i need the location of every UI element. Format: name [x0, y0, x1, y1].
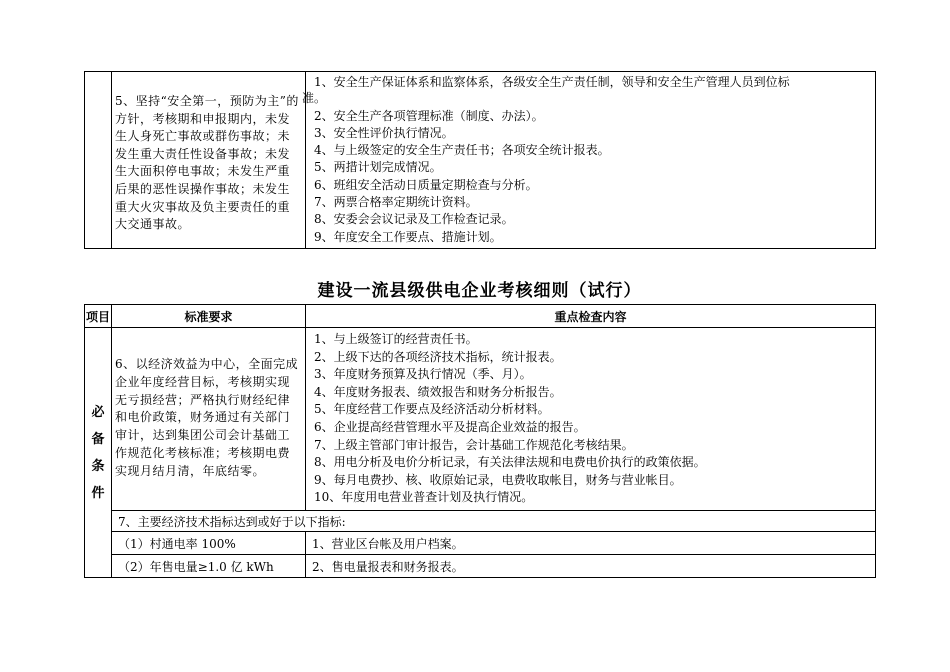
category-char: 必 [91, 404, 105, 420]
header-item: 项目 [85, 305, 112, 328]
safety-table [84, 71, 876, 249]
indicator-left: （1）村通电率 100% [112, 532, 306, 555]
page-title: 建设一流县级供电企业考核细则（试行） [317, 281, 642, 301]
header-standard: 标准要求 [112, 305, 306, 328]
check-item: 4、年度财务报表、绩效报告和财务分析报告。 [314, 384, 562, 399]
check-item: 准。 [302, 91, 327, 106]
check-item: 1、安全生产保证体系和监察体系，各级安全生产责任制，领导和安全生产管理人员到位标 [314, 75, 790, 89]
check-item: 9、年度安全工作要点、措施计划。 [314, 229, 502, 244]
economic-check-items [306, 328, 876, 511]
check-item: 3、年度财务预算及执行情况（季、月）。 [314, 367, 532, 382]
check-item: 2、安全生产各项管理标准（制度、办法）。 [314, 108, 544, 123]
check-item: 1、与上级签订的经营责任书。 [314, 332, 478, 346]
indicator-left: （2）年售电量≥1.0 亿 kWh [112, 555, 306, 578]
check-item: 10、年度用电营业普查计划及执行情况。 [314, 490, 534, 505]
check-item: 4、与上级签定的安全生产责任书；各项安全统计报表。 [314, 143, 610, 158]
category-char: 备 [91, 431, 105, 447]
category-cell-empty [85, 72, 112, 249]
category-cell [85, 328, 112, 578]
check-item: 8、安委会会议记录及工作检查记录。 [314, 212, 514, 227]
indicator-note: 7、主要经济技术指标达到或好于以下指标: [112, 511, 876, 532]
check-item: 6、班组安全活动日质量定期检查与分析。 [314, 177, 538, 192]
indicator-right: 2、售电量报表和财务报表。 [306, 555, 876, 578]
category-char: 件 [91, 485, 105, 501]
check-item: 2、上级下达的各项经济技术指标，统计报表。 [314, 349, 562, 364]
check-item: 7、两票合格率定期统计资料。 [314, 195, 478, 210]
category-char: 条 [91, 458, 105, 474]
check-item: 6、企业提高经营管理水平及提高企业效益的报告。 [314, 419, 586, 434]
assessment-table [84, 304, 876, 578]
check-item: 7、上级主管部门审计报告，会计基础工作规范化考核结果。 [314, 437, 634, 452]
safety-check-items [302, 72, 876, 249]
safety-standard-text: 5、坚持“安全第一，预防为主”的方针，考核期和申报期内，未发生人身死亡事故或群伤事故；未发生重大责任性设备事故；未发生大面积停电事故；未发生严重后果的恶性误操作事故；未发生重大火灾事故及负主要责任的重大交通事故。 [112, 72, 306, 249]
check-item: 5、两措计划完成情况。 [314, 160, 442, 175]
check-item: 9、每月电费抄、核、收原始记录，电费收取帐目，财务与营业帐目。 [314, 472, 682, 487]
indicator-right: 1、营业区台帐及用户档案。 [306, 532, 876, 555]
check-item: 3、安全性评价执行情况。 [314, 125, 454, 140]
header-check-content: 重点检查内容 [306, 305, 876, 328]
check-item: 5、年度经营工作要点及经济活动分析材料。 [314, 402, 550, 417]
economic-standard-text: 6、以经济效益为中心，全面完成企业年度经营目标，考核期实现无亏损经营；严格执行财经纪律和电价政策，财务通过有关部门审计，达到集团公司会计基础工作规范化考核标准；考核期电费实现月结月清，年底结零。 [112, 328, 306, 511]
check-item: 8、用电分析及电价分析记录，有关法律法规和电费电价执行的政策依据。 [314, 455, 706, 470]
